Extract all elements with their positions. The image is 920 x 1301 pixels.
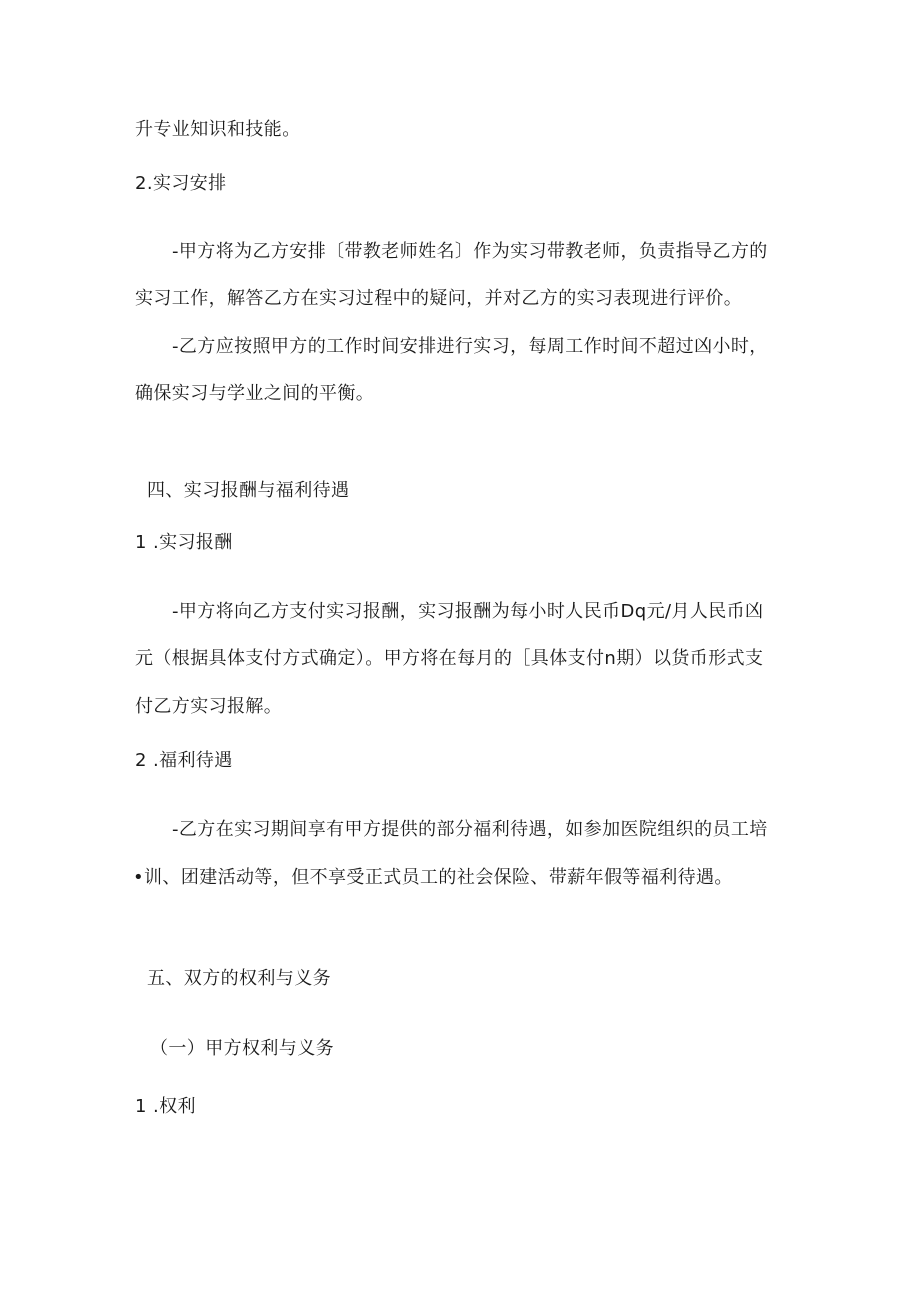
section-heading-benefits: 2 .福利待遇 [135,750,233,771]
subsection-heading-party-a: （一）甲方权利与义务 [150,1038,334,1059]
section-heading-compensation: 1 .实习报酬 [135,532,233,553]
paragraph-supervisor-line-2: 实习工作，解答乙方在实习过程中的疑问，并对乙方的实习表现进行评价。 [135,288,743,309]
paragraph-worktime-line-1: -乙方应按照甲方的工作时间安排进行实习，每周工作时间不超过凶小时， [172,336,768,357]
chapter-heading-rights-obligations: 五、双方的权利与义务 [147,968,331,989]
paragraph-continuation: 升专业知识和技能。 [135,119,301,140]
paragraph-compensation-line-2: 元（根据具体支付方式确定）。甲方将在每月的［具体支付n期）以货币形式支 [135,648,764,669]
paragraph-benefits-line-2: •训、团建活动等，但不享受正式员工的社会保险、带薪年假等福利待遇。 [133,867,733,888]
section-heading-internship-arrangement: 2.实习安排 [135,173,227,194]
paragraph-benefits-line-1: -乙方在实习期间享有甲方提供的部分福利待遇，如参加医院组织的员工培 [172,819,768,840]
paragraph-worktime-line-2: 确保实习与学业之间的平衡。 [135,383,375,404]
chapter-heading-compensation: 四、实习报酬与福利待遇 [147,480,350,501]
paragraph-supervisor-line-1: -甲方将为乙方安排〔带教老师姓名〕作为实习带教老师，负责指导乙方的 [172,241,768,262]
section-heading-rights: 1 .权利 [135,1096,196,1117]
paragraph-compensation-line-1: -甲方将向乙方支付实习报酬，实习报酬为每小时人民币Dq元/月人民币凶 [172,601,764,622]
paragraph-compensation-line-3: 付乙方实习报解。 [135,696,283,717]
